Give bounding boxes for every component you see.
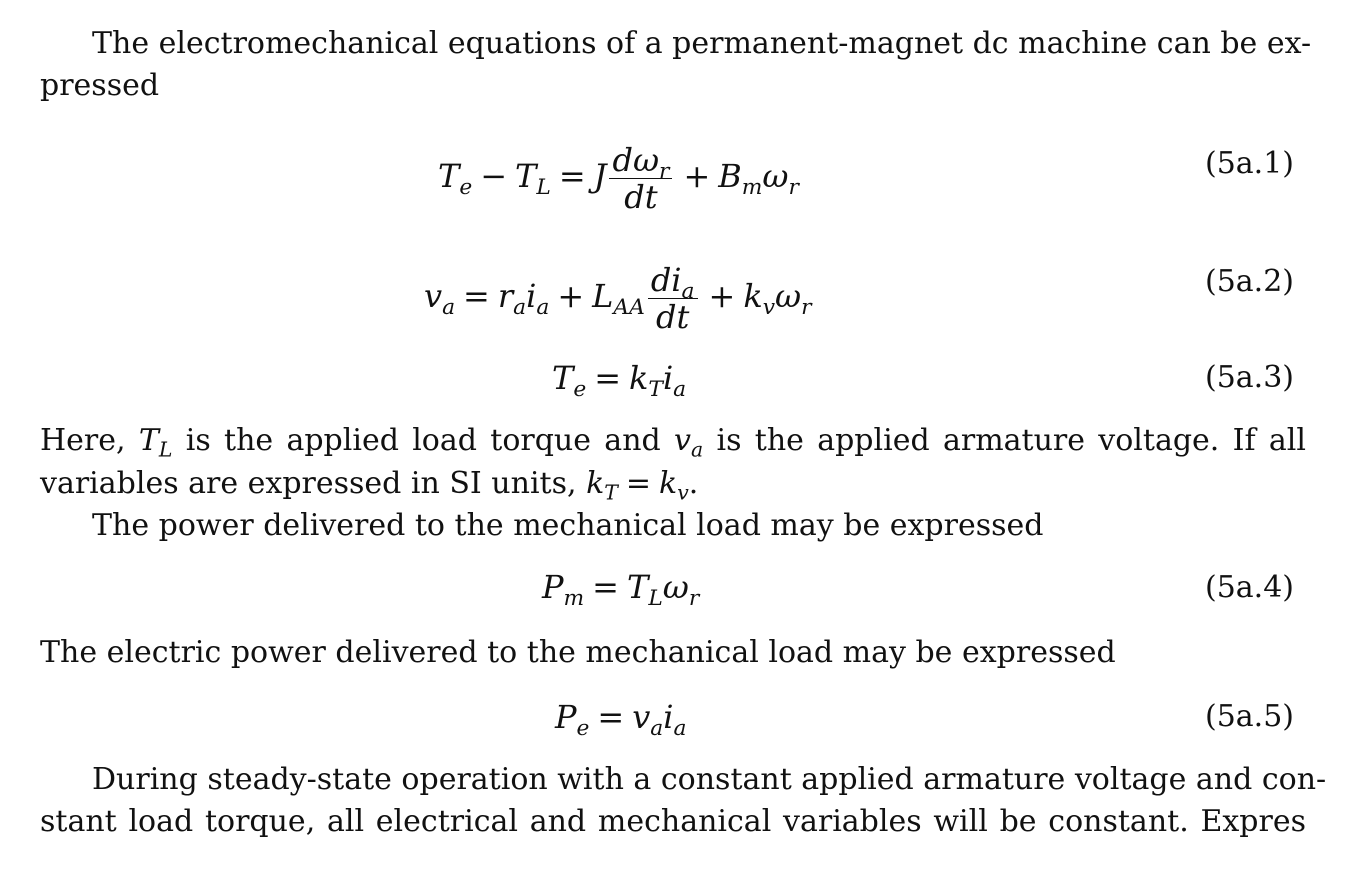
equation-5a-4: $P_m = T_L\omega_r$: [542, 568, 700, 611]
equation-5a-2: $v_a = r_ai_a + L_{AA}$ $\frac{di_a}{dt}$ + $k_v\omega_r$: [424, 261, 812, 336]
paragraph-4-line-1: The electric power delivered to the mechanical load may be expressed: [40, 635, 1116, 670]
paragraph-2-text-mid: is the applied load torque and: [185, 423, 661, 458]
equation-5a-1: $T_e - T_L = J$ $\frac{d\omega_r}{dt}$ + $B_m\omega_r$: [438, 141, 799, 216]
equation-5a-5: $P_e = v_ai_a$: [555, 698, 687, 741]
paragraph-2-line-2: variables are expressed in SI units, $k_T = k_v$.: [40, 466, 699, 505]
paragraph-2-text-end: is the applied armature voltage. If all: [716, 423, 1306, 458]
math-v-a: $v_a$: [674, 423, 704, 462]
equation-number-5a-4: (5a.4): [1204, 570, 1294, 605]
equation-number-5a-3: (5a.3): [1204, 360, 1294, 395]
equation-number-5a-1: (5a.1): [1204, 146, 1294, 181]
equation-5a-3: $T_e = k_Ti_a$: [552, 359, 687, 402]
paragraph-1-line-1: The electromechanical equations of a permanent-magnet dc machine can be ex-: [92, 26, 1312, 61]
equation-number-5a-2: (5a.2): [1204, 264, 1294, 299]
paragraph-5-line-1: During steady-state operation with a constant applied armature voltage and con-: [92, 762, 1327, 797]
paragraph-2-line-1: [40, 423, 1306, 462]
paragraph-5-line-2: stant load torque, all electrical and mechanical variables will be constant. Expres: [40, 804, 1306, 839]
paragraph-2-text-start: Here,: [40, 423, 126, 458]
math-T-L: $T_L$: [138, 423, 173, 462]
paragraph-2-line-2-text: variables are expressed in SI units,: [40, 466, 577, 501]
equation-number-5a-5: (5a.5): [1204, 699, 1294, 734]
paragraph-1-line-2: pressed: [40, 68, 160, 103]
math-kT-equals-kv: $k_T = k_v$: [586, 466, 689, 505]
paragraph-3-line-1: The power delivered to the mechanical load may be expressed: [92, 508, 1044, 543]
